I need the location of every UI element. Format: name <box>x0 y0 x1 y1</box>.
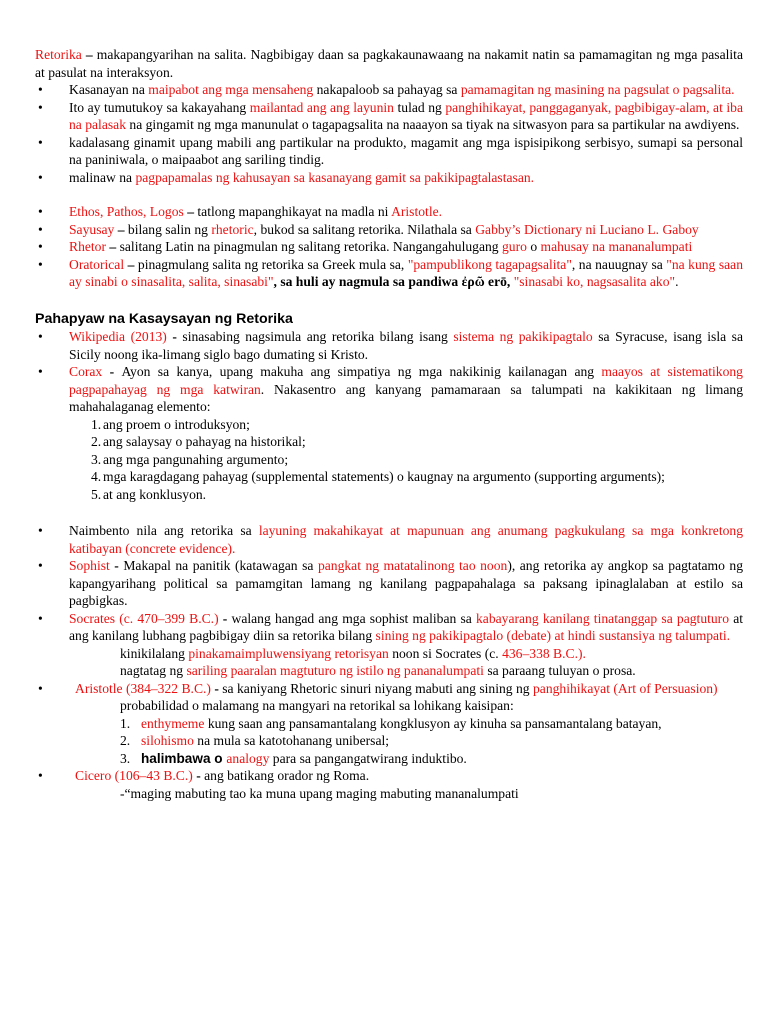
list-item: 1. ang proem o introduksyon; <box>91 416 250 432</box>
list-item-aristotle: • Aristotle (384–322 B.C.) - sa kaniyang Rhetoric sinuri niyang mabuti ang sining ng panghihikayat (Art of Persuasion) <box>35 680 743 698</box>
list-item: 1. enthymeme kung saan ang pansamantalang kongklusyon ay kinuha sa pansamantalang batayan, <box>120 715 662 731</box>
aristotle-list <box>35 715 743 768</box>
list-item: 3. halimbawa o analogy para sa pangangatwirang induktibo. <box>120 750 467 766</box>
list-item-sophist: • Sophist - Makapal na panitik (katawagan sa pangkat ng matatalinong tao noon), ang retorika ay angkop sa pagtatamo ng kapangyarihang political sa pamamgitan lamang ng kanilang pagpapahalaga sa paksang ipinaglalaban at estilo sa pagbigkas. <box>35 557 743 610</box>
socrates-note: kinikilalang pinakamaimpluwensiyang retorisyan noon si Socrates (c. 436–338 B.C.). <box>120 645 586 661</box>
list-item: • Kasanayan na maipabot ang mga mensaheng nakapaloob sa pahayag sa pamamagitan ng masining na pagsulat o pagsalita. <box>35 81 743 99</box>
list-item: • kadalasang ginamit upang mabili ang partikular na produkto, magamit ang mga ispisipikong serbisyo, sumapi sa personal na paniniwala, o maipaabot ang sariling tindig. <box>35 134 743 169</box>
list-item: • malinaw na pagpapamalas ng kahusayan sa kasanayang gamit sa pakikipagtalastasan. <box>35 169 743 187</box>
socrates-note: nagtatag ng sariling paaralan magtuturo ng istilo ng pananalumpati sa paraang tuluyan o prosa. <box>120 663 636 678</box>
list-item: • Ito ay tumutukoy sa kakayahang mailantad ang ang layunin tulad ng panghihikayat, panggaganyak, pagbibigay-alam, at iba na palasak na gingamit ng mga manunulat o tagapagsalita na naaayon sa tiyak na sitwasyon para sa partikular na awdiyens. <box>35 99 743 134</box>
term-item: • Oratorical – pinagmulang salita ng retorika sa Greek mula sa, "pampublikong tagapagsalita", na nauugnay sa "na kung saan ay sinabi o sinasalita, salita, sinasabi", sa huli ay nagmula sa pandiwa ἐρῶ erō, "sinasabi ko, nagsasalita ako". <box>35 256 743 291</box>
term-item: • Rhetor – salitang Latin na pinagmulan ng salitang retorika. Nangangahulugang guro o mahusay na mananalumpati <box>35 238 743 256</box>
term-item: • Ethos, Pathos, Logos – tatlong mapanghikayat na madla ni Aristotle. <box>35 203 743 221</box>
list-item-naimbento: • Naimbento nila ang retorika sa layuning makahikayat at mapunuan ang anumang pagkukulang sa mga konkretong katibayan (concrete evidence). <box>35 522 743 557</box>
intro-paragraph: Retorika – makapangyarihan na salita. Nagbibigay daan sa pagkakaunawaang na nakamit natin sa pamamagitan ng mga pasalita at pasulat na interaksyon. <box>35 47 743 80</box>
list-item: 2. ang salaysay o pahayag na historikal; <box>91 434 306 449</box>
aristotle-note: probabilidad o malamang na mangyari na retorikal sa lohikang kaisipan: <box>120 698 514 713</box>
list-item-socrates: • Socrates (c. 470–399 B.C.) - walang hangad ang mga sophist maliban sa kabayarang kanilang tinatanggap sa pagtuturo at ang kanilang lubhang pagbibigay diin sa retorika bilang sining ng pakikipagtalo (debate) at hindi sustansiya ng talumpati. <box>35 610 743 645</box>
list-item: 5. at ang konklusyon. <box>91 486 207 502</box>
list-item-corax: • Corax - Ayon sa kanya, upang makuha ang simpatiya ng mga nakikinig kailanagan ang maayos at sistematikong pagpapahayag ng mga katwiran. Nakasentro ang kanyang pamamaraan sa talumpati na kakikitaan ng limang mahahalaganag elemento: <box>35 363 743 416</box>
list-item-wikipedia: • Wikipedia (2013) - sinasabing nagsimula ang retorika bilang isang sistema ng pakikipagtalo sa Syracuse, isang isla sa Sicily noong ika-limang siglo bago dumating si Kristo. <box>35 328 743 363</box>
list-item: 2. silohismo na mula sa katotohanang unibersal; <box>120 733 390 748</box>
document-page <box>35 46 743 802</box>
term-item: • Sayusay – bilang salin ng rhetoric, bukod sa salitang retorika. Nilathala sa Gabby’s Dictionary ni Luciano L. Gaboy <box>35 221 743 239</box>
section-heading: Pahapyaw na Kasaysayan ng Retorika <box>35 310 293 327</box>
list-item-cicero: • Cicero (106–43 B.C.) - ang batikang orador ng Roma. <box>35 767 743 785</box>
list-item: 4. mga karagdagang pahayag (supplemental statements) o kaugnay na argumento (supporting arguments); <box>91 469 665 484</box>
cicero-quote: -“maging mabuting tao ka muna upang maging mabuting mananalumpati <box>120 785 519 801</box>
term-retorika: Retorika <box>35 47 82 62</box>
elements-list <box>35 416 743 504</box>
list-item: 3. ang mga pangunahing argumento; <box>91 451 289 467</box>
